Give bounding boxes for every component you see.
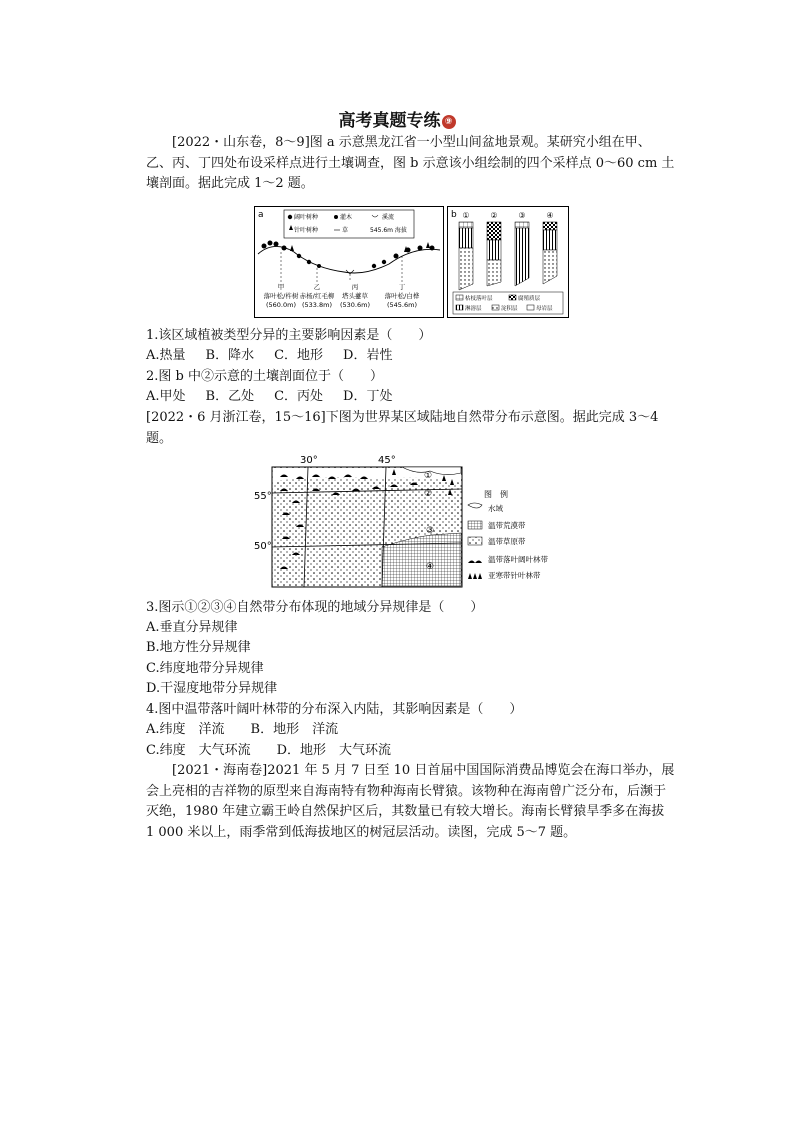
q3-option-a: A.垂直分异规律 <box>146 620 238 635</box>
point-yi-alt: (533.8m) <box>301 301 333 309</box>
legend-altitude: 545.6m 海拔 <box>370 227 407 234</box>
figure-a <box>254 206 444 318</box>
lon-label-45: 45° <box>378 455 396 466</box>
lat-label-55: 55° <box>254 491 272 502</box>
q2-option-d: D．丁处 <box>343 389 393 404</box>
intro-paragraph-2: [2022・6 月浙江卷，15～16]下图为世界某区域陆地自然带分布示意图。据此完成 3～4 题。 <box>146 410 659 446</box>
legend-shrub: 灌木 <box>340 214 353 221</box>
soil-legend-illuvial: 淀积层 <box>501 306 518 312</box>
point-ding-name: 丁 <box>398 283 406 291</box>
q1-option-a: A.热量 <box>146 348 186 363</box>
question-4: 4.图中温带落叶阔叶林带的分布深入内陆，其影响因素是（ ） <box>146 702 523 717</box>
point-ding-desc: 落叶松/白桦 <box>384 292 420 300</box>
zone-2-label: ② <box>423 489 433 499</box>
map-legend-desert: 温带荒漠带 <box>488 521 526 530</box>
point-bing-desc: 塔头薹草 <box>342 292 368 300</box>
q2-option-b: B．乙处 <box>205 389 255 404</box>
lon-label-30: 30° <box>300 455 318 466</box>
q2-option-a: A.甲处 <box>146 389 186 404</box>
legend-broadleaf: 阔叶树种 <box>294 214 319 221</box>
intro-paragraph-3: [2021・海南卷]2021 年 5 月 7 日至 10 日首届中国国际消费品博览会在海口举办，展会上亮相的吉祥物的原型来自海南特有物种海南长臂猿。该物种在海南曾广泛分布，后濒于灭绝，1980 年建立霸王岭自然保护区后，其数量已有较大增长。海南长臂猿旱季多在海拔 1 000 米以上，雨季常到低海拔地区的树冠层活动。读图，完成 5～7 题。 <box>146 763 675 840</box>
legend-stream: 溪流 <box>382 214 395 221</box>
figure-b <box>447 206 569 318</box>
natural-zone-map <box>252 451 596 593</box>
point-jia-desc: 落叶松/杵树 <box>263 292 299 300</box>
map-legend-steppe: 温带草原带 <box>488 537 526 546</box>
soil-legend-parent-rock: 母岩层 <box>536 306 553 312</box>
q4-options-line-1: A.纬度 洋流 B．地形 洋流 <box>146 722 339 737</box>
question-2-options <box>146 387 412 408</box>
map-legend-deciduous-forest: 温带落叶阔叶林带 <box>488 555 548 564</box>
soil-col-2-label: ② <box>490 211 498 220</box>
soil-col-4-label: ④ <box>546 211 554 220</box>
soil-col-3-label: ③ <box>518 211 526 220</box>
q3-option-c: C.纬度地带分异规律 <box>146 661 264 676</box>
soil-col-1-label: ① <box>462 211 470 220</box>
lat-label-50: 50° <box>254 541 272 552</box>
figure-b-label: b <box>451 210 457 220</box>
map-legend-taiga: 亚寒带针叶林带 <box>488 571 541 580</box>
q1-option-b: B．降水 <box>205 348 255 363</box>
q1-option-c: C．地形 <box>274 348 324 363</box>
q3-option-d: D.干湿度地带分异规律 <box>146 681 278 696</box>
zone-4-label: ④ <box>425 562 435 572</box>
zone-1-label: ① <box>423 471 433 481</box>
map-legend-water: 水域 <box>488 504 503 513</box>
q3-option-b: B.地方性分异规律 <box>146 640 251 655</box>
title-badge: ⑨ <box>442 115 456 129</box>
point-jia-name: 甲 <box>277 283 285 291</box>
question-1: 1.该区域植被类型分异的主要影响因素是（ ） <box>146 328 432 343</box>
point-ding-alt: (545.6m) <box>386 301 418 309</box>
q4-options-line-2: C.纬度 大气环流 D．地形 大气环流 <box>146 743 392 758</box>
soil-legend-humus: 腐殖质层 <box>518 296 541 302</box>
point-jia-alt: (560.0m) <box>265 301 297 309</box>
map-legend-title: 图 例 <box>484 490 508 499</box>
soil-legend-litter: 枯枝落叶层 <box>465 296 493 302</box>
question-2: 2.图 b 中②示意的土壤剖面位于（ ） <box>146 369 383 384</box>
point-yi-desc: 赤杨/红毛柳 <box>299 292 335 300</box>
legend-conifer: 针叶树种 <box>294 227 319 234</box>
page-title: 高考真题专练 ⑨ <box>0 106 794 131</box>
q2-option-c: C．丙处 <box>274 389 324 404</box>
zone-3-label: ③ <box>425 526 435 536</box>
soil-legend-eluvial: 淋溶层 <box>465 306 482 312</box>
point-bing-name: 丙 <box>351 283 359 291</box>
intro-paragraph-1: [2022・山东卷，8～9]图 a 示意黑龙江省一小型山间盆地景观。某研究小组在甲、乙、丙、丁四处布设采样点进行土壤调查，图 b 示意该小组绘制的四个采样点 0～60 cm 土壤剖面。据此完成 1～2 题。 <box>146 135 675 191</box>
legend-grass: 草 <box>342 227 349 234</box>
q1-option-d: D．岩性 <box>343 348 393 363</box>
point-bing-alt: (530.6m) <box>339 301 371 309</box>
question-3: 3.图示①②③④自然带分布体现的地域分异规律是（ ） <box>146 600 484 615</box>
figure-a-label: a <box>258 210 264 220</box>
point-yi-name: 乙 <box>313 283 321 291</box>
question-1-options <box>146 346 412 367</box>
